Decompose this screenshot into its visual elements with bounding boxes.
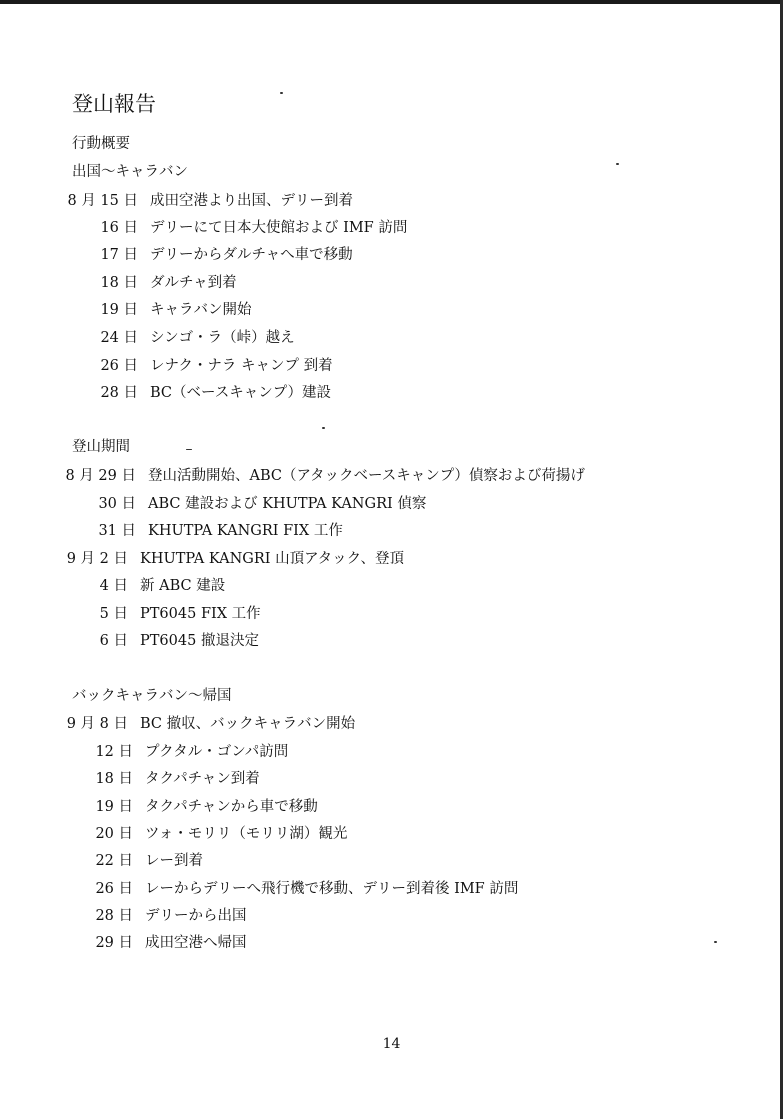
section-heading-climbing: 登山期間 (72, 439, 130, 455)
scan-edge-top (0, 0, 783, 4)
page-title: 登山報告 (72, 92, 156, 116)
schedule-entry (95, 879, 519, 899)
schedule-entry (99, 604, 261, 624)
entry-text: PT6045 撤退決定 (140, 633, 259, 649)
entry-text: PT6045 FIX 工作 (140, 606, 261, 622)
scan-speck (280, 92, 283, 94)
entry-text: デリーからダルチャへ車で移動 (150, 247, 353, 263)
schedule-entry (95, 933, 247, 953)
entry-text: 新 ABC 建設 (140, 578, 226, 594)
entry-date: 20 日 (95, 826, 133, 842)
schedule-entry (100, 328, 295, 348)
entry-text: シンゴ・ラ（峠）越え (150, 330, 295, 346)
schedule-entry (100, 273, 237, 293)
section-heading-return: バックキャラバン〜帰国 (72, 688, 232, 704)
entry-date: 9 月 8 日 (66, 716, 128, 732)
entry-date: 9 月 2 日 (66, 551, 128, 567)
schedule-entry (95, 906, 247, 926)
entry-text: ダルチャ到着 (150, 275, 237, 291)
entry-text: タクパチャンから車で移動 (145, 799, 318, 815)
entry-text: KHUTPA KANGRI FIX 工作 (148, 523, 343, 539)
entry-date: 8 月 15 日 (67, 193, 138, 209)
entry-date: 19 日 (100, 302, 138, 318)
entry-text: KHUTPA KANGRI 山頂アタック、登頂 (140, 551, 405, 567)
schedule-entry (65, 466, 585, 486)
schedule-entry (98, 494, 427, 514)
schedule-entry (95, 742, 289, 762)
schedule-entry (95, 824, 348, 844)
schedule-entry (100, 218, 408, 238)
entry-text: プクタル・ゴンパ訪問 (145, 744, 289, 760)
entry-date: 16 日 (100, 220, 138, 236)
page-number: 14 (382, 1036, 401, 1052)
entry-text: ABC 建設および KHUTPA KANGRI 偵察 (148, 496, 427, 512)
entry-date: 30 日 (98, 496, 136, 512)
schedule-entry (66, 549, 405, 569)
schedule-entry (99, 631, 259, 651)
entry-text: 成田空港へ帰国 (145, 935, 247, 951)
entry-date: 24 日 (100, 330, 138, 346)
entry-text: ツォ・モリリ（モリリ湖）観光 (145, 826, 348, 842)
entry-date: 31 日 (98, 523, 136, 539)
entry-date: 18 日 (95, 771, 133, 787)
scan-speck (186, 449, 192, 450)
schedule-entry (67, 191, 353, 211)
schedule-entry (95, 769, 260, 789)
entry-date: 26 日 (100, 358, 138, 374)
schedule-entry (100, 245, 353, 265)
entry-text: レナク・ナラ キャンプ 到着 (150, 358, 333, 374)
scan-speck (322, 427, 325, 429)
entry-text: 登山活動開始、ABC（アタックベースキャンプ）偵察および荷揚げ (148, 468, 585, 484)
entry-text: レー到着 (145, 853, 203, 869)
schedule-entry (100, 300, 252, 320)
entry-date: 17 日 (100, 247, 138, 263)
scan-speck (616, 163, 619, 165)
entry-date: 4 日 (99, 578, 128, 594)
overview-heading: 行動概要 (72, 136, 130, 152)
entry-date: 28 日 (100, 385, 138, 401)
schedule-entry (95, 797, 318, 817)
entry-text: キャラバン開始 (150, 302, 252, 318)
entry-text: デリーから出国 (145, 908, 247, 924)
entry-text: デリーにて日本大使館および IMF 訪問 (150, 220, 408, 236)
entry-text: タクパチャン到着 (145, 771, 260, 787)
schedule-entry (95, 851, 203, 871)
entry-date: 19 日 (95, 799, 133, 815)
section-heading-departure: 出国〜キャラバン (72, 164, 188, 180)
entry-text: レーからデリーへ飛行機で移動、デリー到着後 IMF 訪問 (145, 881, 519, 897)
entry-date: 29 日 (95, 935, 133, 951)
schedule-entry (99, 576, 226, 596)
schedule-entry (66, 714, 356, 734)
schedule-entry (100, 356, 333, 376)
entry-date: 6 日 (99, 633, 128, 649)
schedule-entry (100, 383, 331, 403)
entry-text: BC（ベースキャンプ）建設 (150, 385, 331, 401)
entry-date: 12 日 (95, 744, 133, 760)
entry-date: 22 日 (95, 853, 133, 869)
entry-date: 18 日 (100, 275, 138, 291)
schedule-entry (98, 521, 343, 541)
entry-date: 5 日 (99, 606, 128, 622)
scan-speck (714, 941, 717, 943)
entry-text: BC 撤収、バックキャラバン開始 (140, 716, 356, 732)
entry-date: 28 日 (95, 908, 133, 924)
entry-date: 8 月 29 日 (65, 468, 136, 484)
entry-date: 26 日 (95, 881, 133, 897)
entry-text: 成田空港より出国、デリー到着 (150, 193, 353, 209)
